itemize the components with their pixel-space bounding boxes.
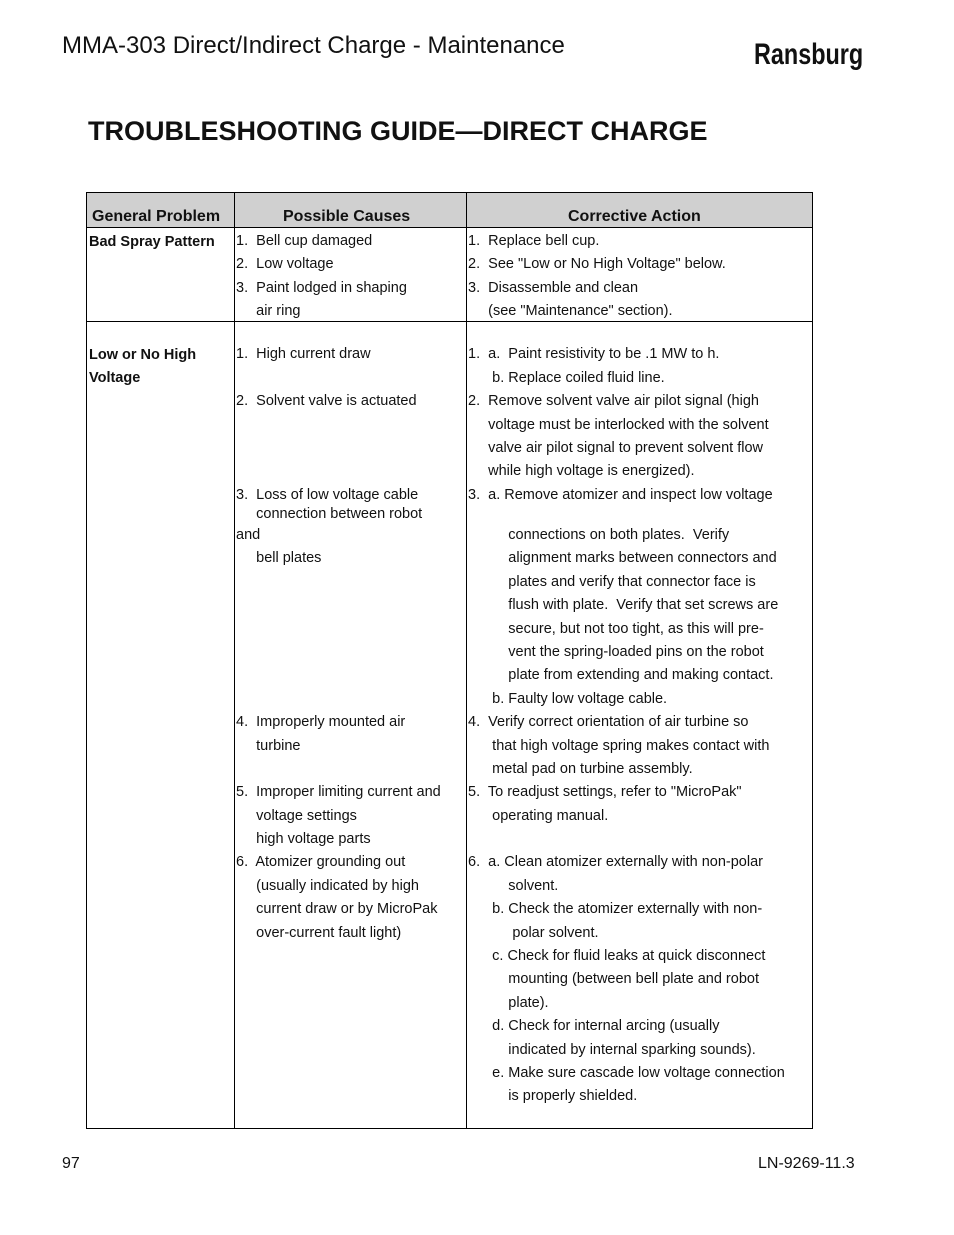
cause-line: air ring: [236, 303, 301, 319]
action-line: secure, but not too tight, as this will pre-: [468, 621, 764, 637]
action-line: 6. a. Clean atomizer externally with non-polar: [468, 854, 763, 870]
cause-line: and: [236, 527, 261, 543]
problem-label: Voltage: [89, 370, 141, 386]
column-divider: [234, 193, 235, 1128]
cause-line: 3. Paint lodged in shaping: [236, 280, 407, 296]
action-line: d. Check for internal arcing (usually: [468, 1018, 720, 1034]
troubleshooting-table: [86, 192, 813, 1129]
action-line: 1. Replace bell cup.: [468, 233, 600, 249]
action-line: 2. See "Low or No High Voltage" below.: [468, 256, 726, 272]
action-line: operating manual.: [468, 808, 609, 824]
cause-line: voltage settings: [236, 808, 357, 824]
page-heading: TROUBLESHOOTING GUIDE—DIRECT CHARGE: [88, 116, 708, 146]
cause-line: current draw or by MicroPak: [236, 901, 438, 917]
action-line: e. Make sure cascade low voltage connection: [468, 1065, 785, 1081]
action-line: polar solvent.: [468, 925, 599, 941]
cause-line: 5. Improper limiting current and: [236, 784, 441, 800]
document-title: MMA-303 Direct/Indirect Charge - Maintenance: [62, 32, 565, 59]
cause-line: 3. Loss of low voltage cable: [236, 487, 419, 503]
brand-logo: Ransburg: [754, 38, 864, 71]
column-header-possible-causes: Possible Causes: [283, 208, 411, 225]
action-line: plate from extending and making contact.: [468, 667, 774, 683]
action-line: alignment marks between connectors and: [468, 550, 777, 566]
cause-line: 1. Bell cup damaged: [236, 233, 373, 249]
action-line: is properly shielded.: [468, 1088, 638, 1104]
action-line: that high voltage spring makes contact with: [468, 738, 770, 754]
cause-line: bell plates: [236, 550, 322, 566]
cause-line: 2. Solvent valve is actuated: [236, 393, 417, 409]
cause-line: 1. High current draw: [236, 346, 371, 362]
action-line: 3. Disassemble and clean: [468, 280, 639, 296]
action-line: 1. a. Paint resistivity to be .1 MW to h.: [468, 346, 720, 362]
action-line: b. Check the atomizer externally with non-: [468, 901, 763, 917]
cause-line: 4. Improperly mounted air: [236, 714, 406, 730]
column-header-corrective-action: Corrective Action: [568, 208, 701, 225]
action-line: plate).: [468, 995, 549, 1011]
action-line: indicated by internal sparking sounds).: [468, 1042, 756, 1058]
action-line: mounting (between bell plate and robot: [468, 971, 759, 987]
problem-label: Bad Spray Pattern: [89, 234, 215, 250]
action-line: connections on both plates. Verify: [468, 527, 730, 543]
row-divider: [87, 321, 812, 322]
column-divider: [466, 193, 467, 1128]
action-line: valve air pilot signal to prevent solvent flow: [468, 440, 763, 456]
action-line: voltage must be interlocked with the solvent: [468, 417, 769, 433]
cause-line: 2. Low voltage: [236, 256, 334, 272]
page-number: 97: [62, 1155, 80, 1172]
action-line: 3. a. Remove atomizer and inspect low voltage: [468, 487, 773, 503]
column-header-general-problem: General Problem: [92, 208, 221, 225]
action-line: 4. Verify correct orientation of air turbine so: [468, 714, 749, 730]
action-line: metal pad on turbine assembly.: [468, 761, 693, 777]
action-line: flush with plate. Verify that set screws are: [468, 597, 779, 613]
cause-line: (usually indicated by high: [236, 878, 419, 894]
action-line: b. Replace coiled fluid line.: [468, 370, 665, 386]
action-line: vent the spring-loaded pins on the robot: [468, 644, 764, 660]
cause-line: high voltage parts: [236, 831, 371, 847]
action-line: while high voltage is energized).: [468, 463, 695, 479]
action-line: b. Faulty low voltage cable.: [468, 691, 668, 707]
action-line: solvent.: [468, 878, 559, 894]
problem-label: Low or No High: [89, 347, 197, 363]
action-line: (see "Maintenance" section).: [468, 303, 673, 319]
cause-line: 6. Atomizer grounding out: [236, 854, 406, 870]
action-line: 2. Remove solvent valve air pilot signal (high: [468, 393, 759, 409]
action-line: plates and verify that connector face is: [468, 574, 756, 590]
cause-line: over-current fault light): [236, 925, 402, 941]
action-line: c. Check for fluid leaks at quick disconnect: [468, 948, 766, 964]
cause-line: connection between robot: [236, 506, 423, 522]
cause-line: turbine: [236, 738, 301, 754]
document-code: LN-9269-11.3: [758, 1155, 855, 1172]
action-line: 5. To readjust settings, refer to "MicroPak": [468, 784, 742, 800]
